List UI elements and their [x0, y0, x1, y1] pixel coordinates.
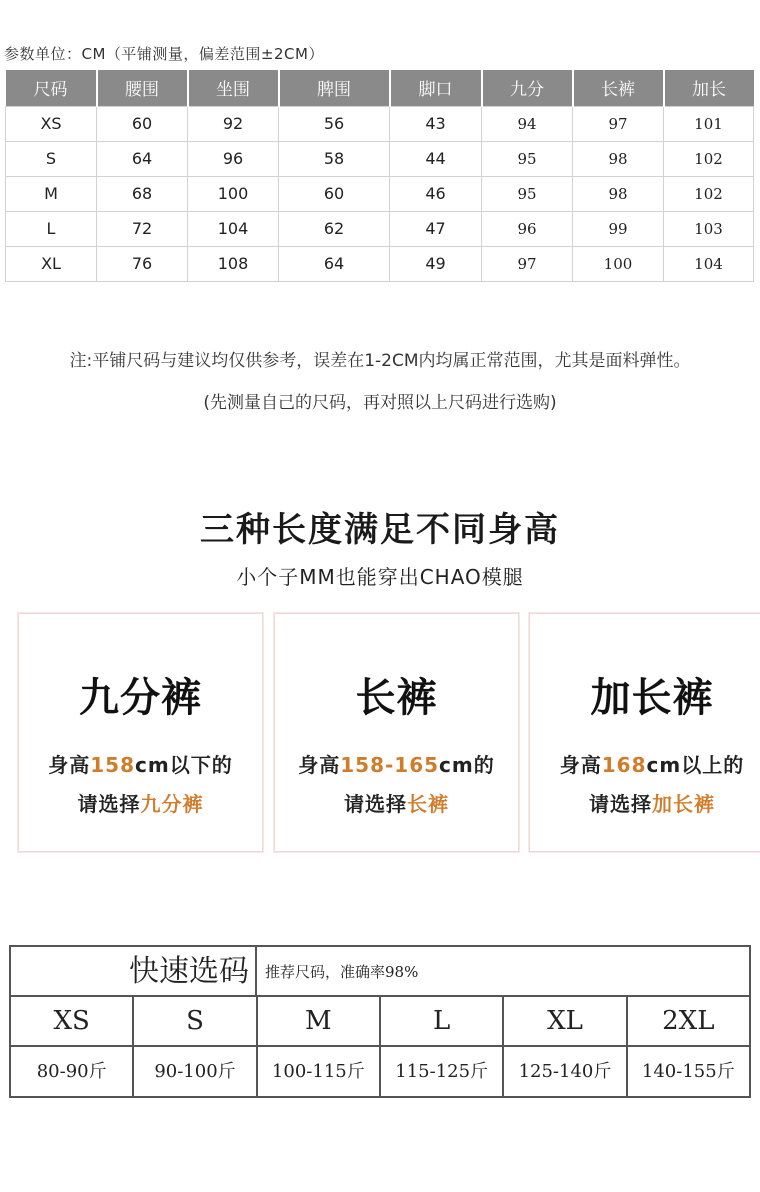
table-cell: 64	[97, 141, 188, 176]
quick-weight-cell: 100-115斤	[258, 1047, 381, 1096]
table-cell: 100	[188, 176, 279, 211]
card-extra-long	[529, 613, 760, 852]
table-cell: 76	[97, 246, 188, 281]
table-cell: XL	[6, 246, 97, 281]
remark-line-1: 注:平铺尺码与建议均仅供参考，误差在1-2CM内均属正常范围，尤其是面料弹性。	[69, 351, 691, 371]
table-cell: 95	[482, 176, 573, 211]
table-cell: 95	[482, 141, 573, 176]
table-row	[6, 211, 754, 246]
table-cell: 58	[279, 141, 390, 176]
quick-weights-row	[11, 1047, 749, 1096]
table-cell: 97	[573, 106, 664, 141]
quick-title: 快速选码	[11, 947, 257, 997]
quick-weight-cell: 115-125斤	[381, 1047, 504, 1096]
remark-line-2: (先测量自己的尺码，再对照以上尺码进行选购)	[203, 393, 557, 413]
table-cell: L	[6, 211, 97, 246]
table-cell: M	[6, 176, 97, 211]
card-title: 加长裤	[590, 675, 714, 721]
quick-subtitle: 推荐尺码，准确率98%	[265, 963, 419, 981]
table-row	[6, 176, 754, 211]
table-row	[6, 246, 754, 281]
card-height-line: 身高158cm以下的	[48, 753, 233, 777]
table-cell: 43	[390, 106, 482, 141]
card-title: 九分裤	[79, 675, 202, 721]
table-cell: 56	[279, 106, 390, 141]
header-extra-long: 加长	[664, 70, 754, 106]
table-cell: 60	[279, 176, 390, 211]
quick-size-cell: M	[258, 997, 381, 1045]
quick-weight-cell: 80-90斤	[11, 1047, 134, 1096]
header-hem: 脚口	[390, 70, 482, 106]
quick-weight-cell: 125-140斤	[504, 1047, 627, 1096]
card-choice-line: 请选择加长裤	[589, 792, 715, 816]
table-cell: 98	[573, 141, 664, 176]
table-cell: 102	[664, 176, 754, 211]
card-cropped	[18, 613, 263, 852]
table-cell: 64	[279, 246, 390, 281]
table-cell: 72	[97, 211, 188, 246]
quick-size-cell: L	[381, 997, 504, 1045]
quick-weight-cell: 140-155斤	[641, 1061, 735, 1082]
table-cell: 97	[482, 246, 573, 281]
unit-note: 参数单位：CM（平铺测量，偏差范围±2CM）	[4, 45, 324, 63]
table-cell: 96	[188, 141, 279, 176]
card-height-line: 身高158-165cm的	[298, 753, 495, 777]
table-cell: 49	[390, 246, 482, 281]
quick-size-cell: XS	[11, 997, 134, 1045]
header-waist: 腰围	[97, 70, 188, 106]
table-cell: 102	[664, 141, 754, 176]
table-cell: 60	[97, 106, 188, 141]
quick-sizes-row	[11, 997, 749, 1047]
quick-header	[11, 947, 749, 997]
quick-weight-cell: 90-100斤	[134, 1047, 257, 1096]
table-cell: 101	[664, 106, 754, 141]
card-title: 长裤	[355, 675, 438, 721]
table-cell: 99	[573, 211, 664, 246]
card-choice-line: 请选择长裤	[344, 792, 449, 816]
quick-size-table	[9, 945, 751, 1098]
table-row	[6, 106, 754, 141]
table-cell: XS	[6, 106, 97, 141]
table-cell: 108	[188, 246, 279, 281]
table-row	[6, 141, 754, 176]
table-cell: 92	[188, 106, 279, 141]
table-cell: 47	[390, 211, 482, 246]
card-choice-line: 请选择九分裤	[77, 792, 204, 816]
table-cell: 68	[97, 176, 188, 211]
header-long: 长裤	[573, 70, 664, 106]
table-cell: 62	[279, 211, 390, 246]
card-long	[274, 613, 519, 852]
quick-size-cell: S	[134, 997, 257, 1045]
quick-size-cell: XL	[504, 997, 627, 1045]
table-cell: 104	[664, 246, 754, 281]
table-cell: 104	[188, 211, 279, 246]
subheadline: 小个子MM也能穿出CHAO模腿	[236, 565, 524, 589]
table-cell: 44	[390, 141, 482, 176]
quick-size-cell: 2XL	[662, 1006, 715, 1036]
table-cell: 98	[573, 176, 664, 211]
size-table	[5, 70, 754, 282]
table-cell: 103	[664, 211, 754, 246]
card-height-line: 身高168cm以上的	[559, 753, 745, 777]
size-table-header	[6, 70, 754, 106]
table-cell: 46	[390, 176, 482, 211]
headline: 三种长度满足不同身高	[200, 510, 560, 550]
header-cropped: 九分	[482, 70, 573, 106]
table-cell: 100	[573, 246, 664, 281]
table-cell: 94	[482, 106, 573, 141]
table-cell: S	[6, 141, 97, 176]
header-thigh: 脾围	[279, 70, 390, 106]
header-size: 尺码	[6, 70, 97, 106]
header-hip: 坐围	[188, 70, 279, 106]
table-cell: 96	[482, 211, 573, 246]
